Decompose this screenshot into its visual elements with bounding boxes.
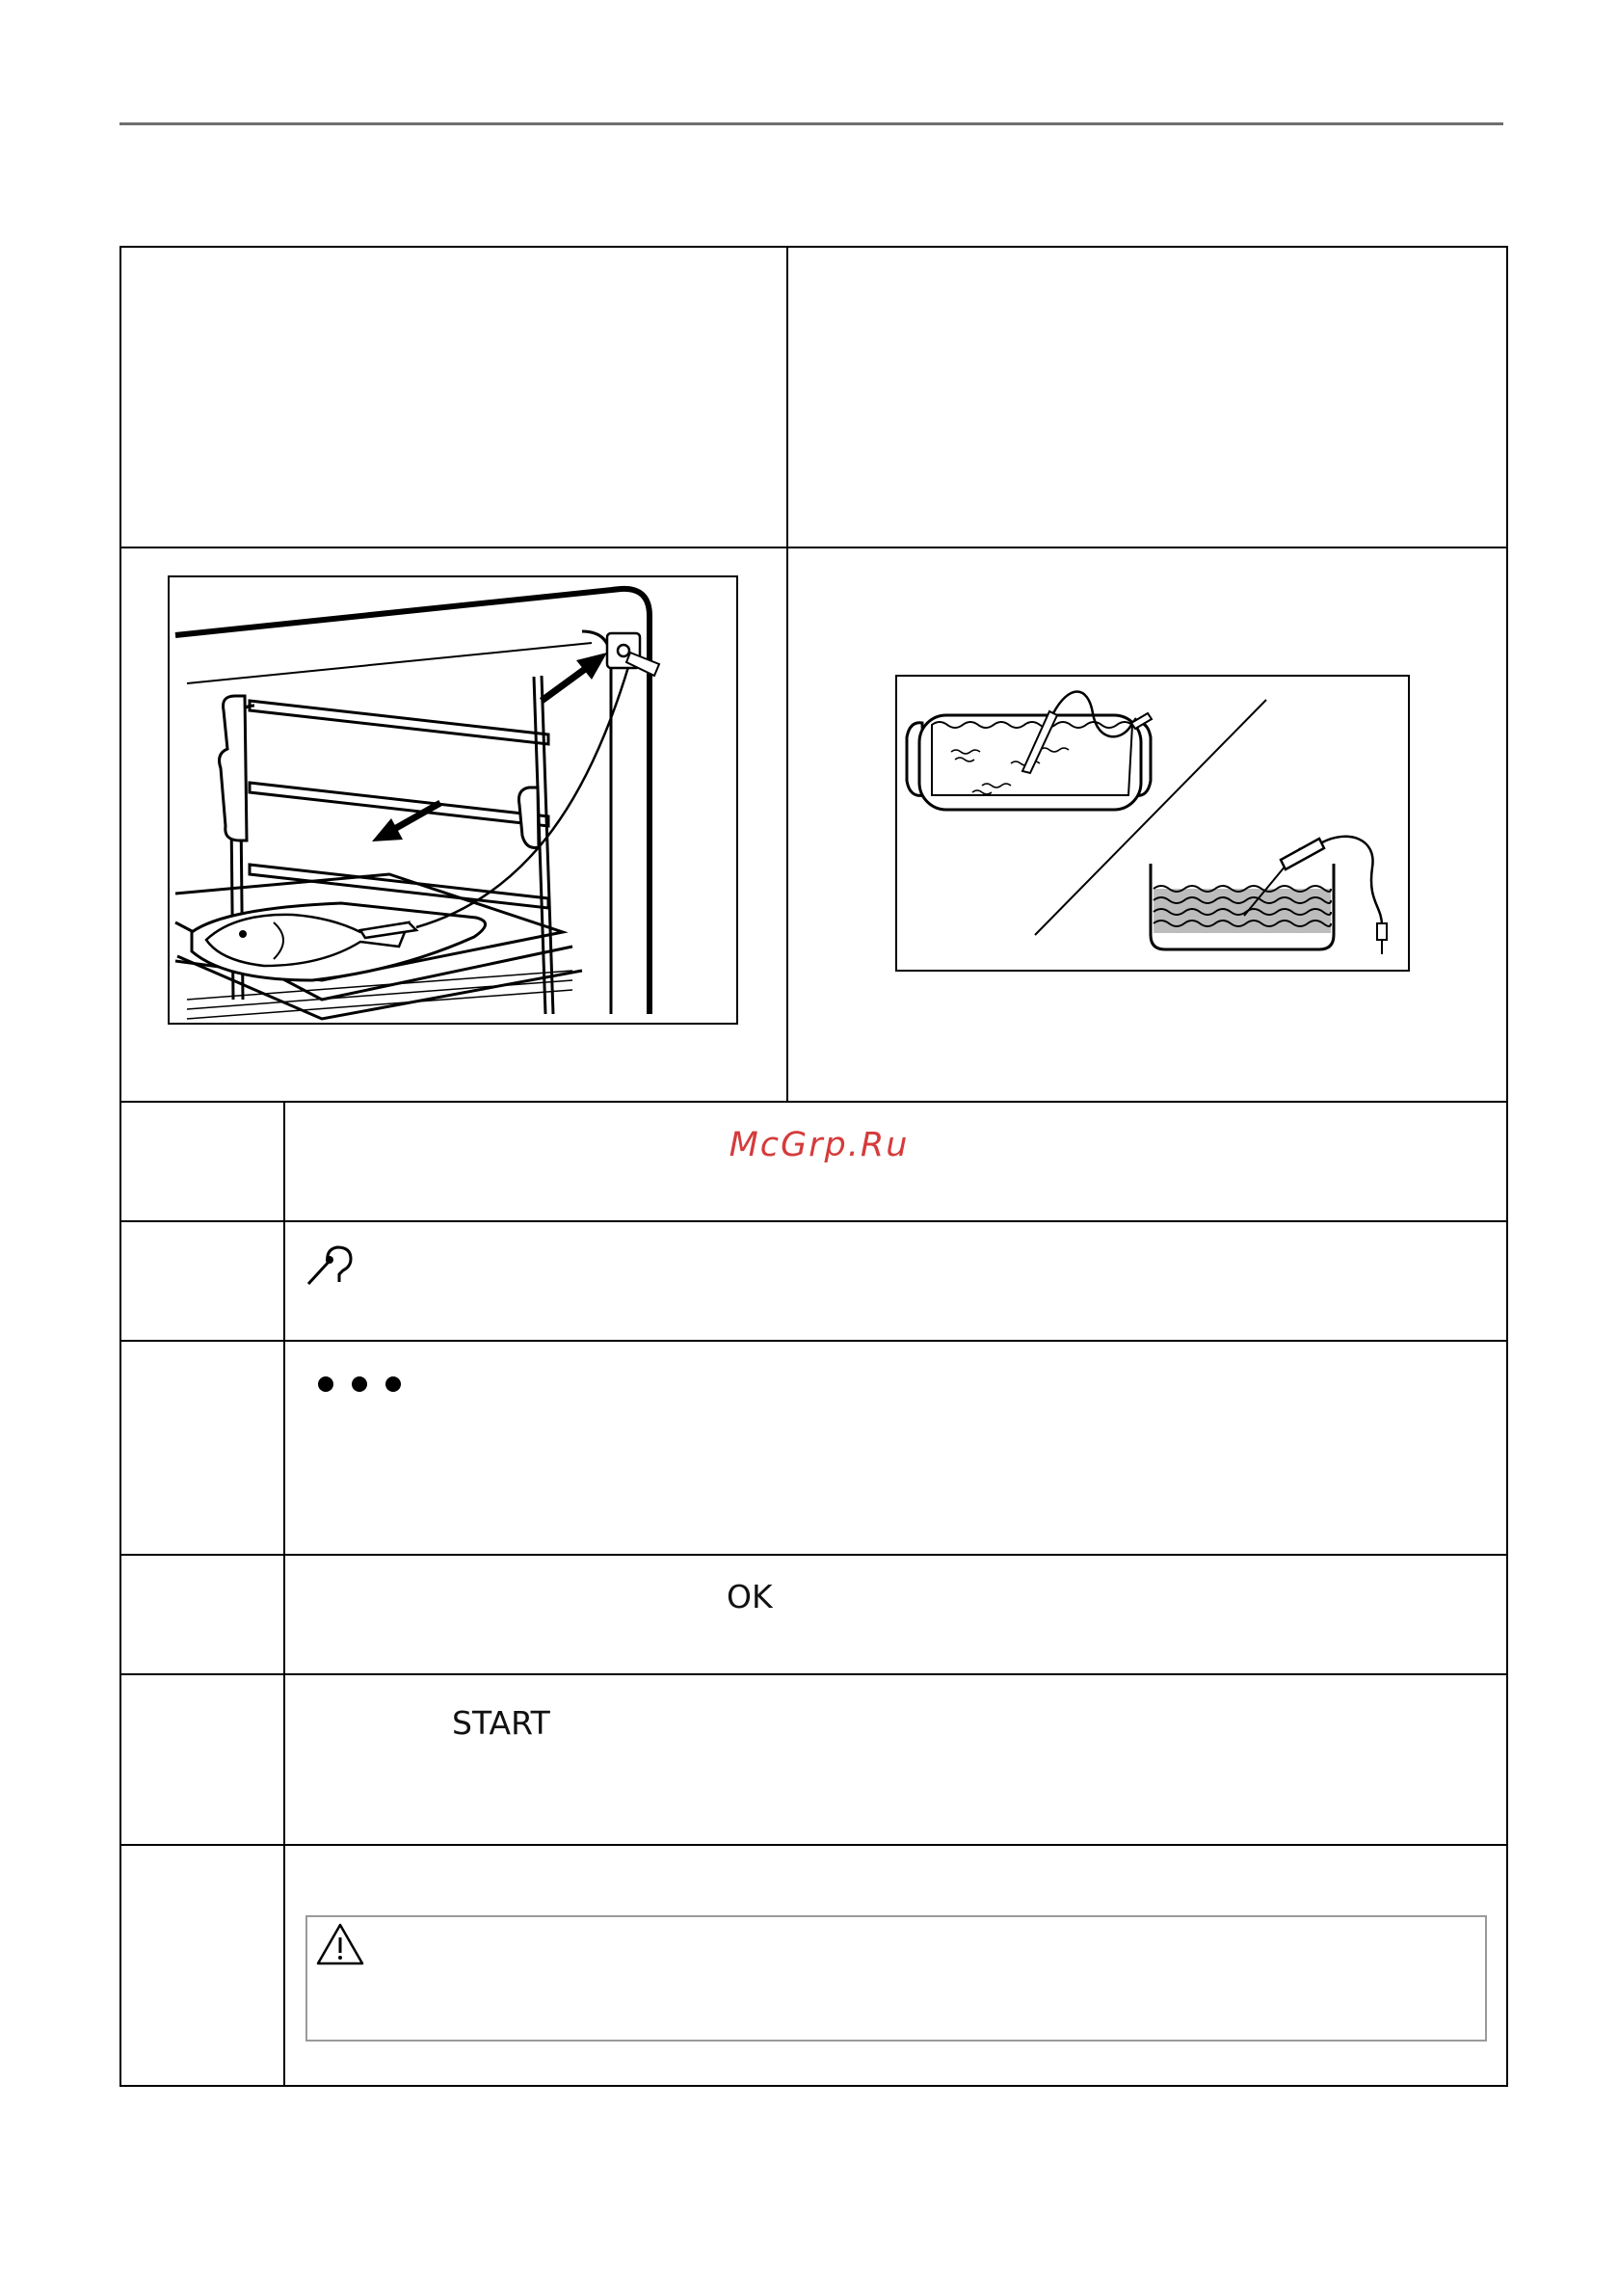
probe-in-food-and-liquid-illustration [895, 675, 1410, 972]
row-divider [119, 1340, 1508, 1342]
oven-with-meat-probe-illustration [168, 575, 738, 1025]
row-divider [119, 1101, 1508, 1103]
row-divider [119, 1844, 1508, 1846]
header-rule [119, 122, 1503, 125]
three-dots-icon [312, 1373, 409, 1396]
column-divider [786, 246, 788, 1103]
watermark-text: McGrp.Ru [729, 1126, 910, 1164]
column-divider [283, 1101, 285, 2087]
warning-box [305, 1915, 1487, 2042]
ok-key-label: OK [727, 1578, 773, 1615]
instruction-table [119, 246, 1508, 2087]
row-divider [119, 1554, 1508, 1556]
meat-probe-icon [303, 1243, 372, 1288]
row-divider [119, 1673, 1508, 1675]
row-divider [119, 1220, 1508, 1222]
row-divider [119, 547, 1508, 548]
warning-icon [315, 1922, 365, 1966]
start-key-label: START [452, 1704, 550, 1742]
